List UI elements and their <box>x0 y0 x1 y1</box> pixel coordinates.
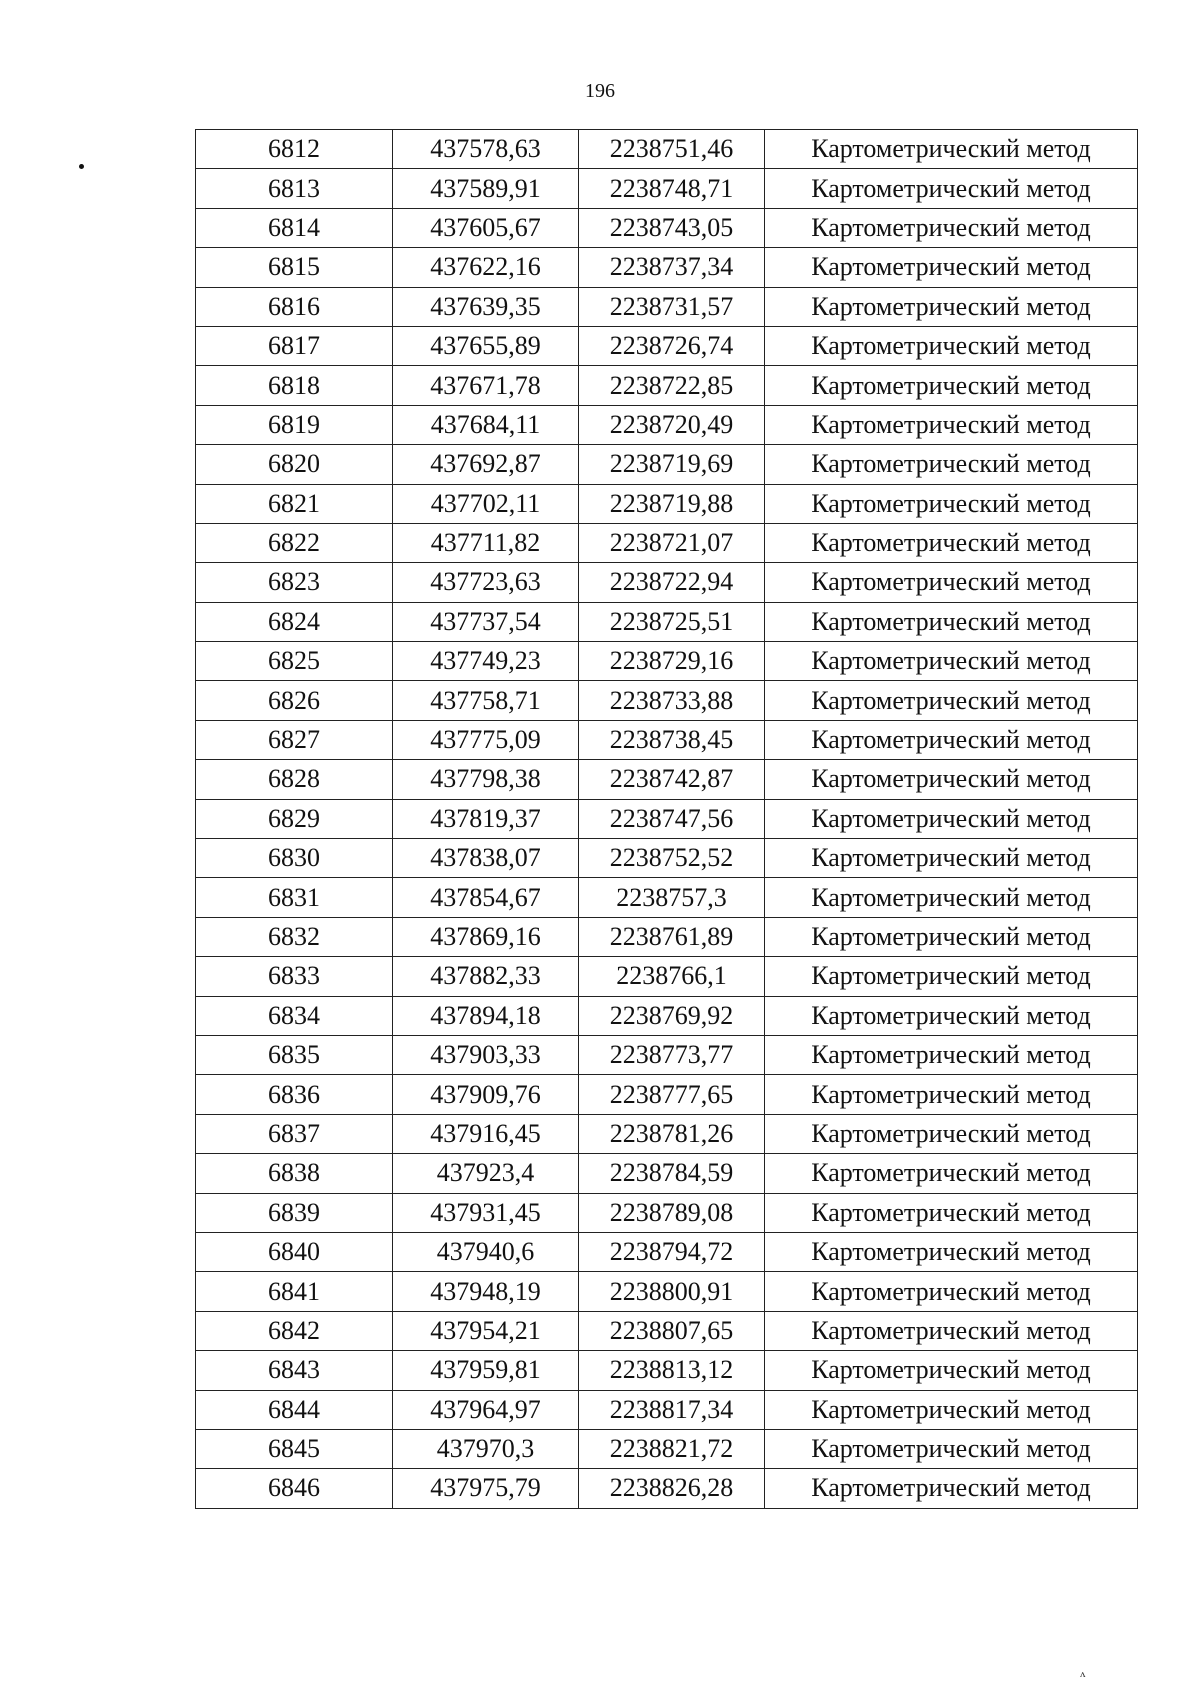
table-row <box>196 1272 1138 1311</box>
x-coordinate-cell: 437959,81 <box>393 1351 579 1390</box>
y-coordinate-cell: 2238821,72 <box>579 1429 765 1468</box>
point-number-cell: 6815 <box>196 248 393 287</box>
point-number-cell: 6832 <box>196 917 393 956</box>
point-number-cell: 6816 <box>196 287 393 326</box>
point-number-cell: 6827 <box>196 720 393 759</box>
y-coordinate-cell: 2238748,71 <box>579 169 765 208</box>
method-cell: Картометрический метод <box>765 760 1138 799</box>
table-row <box>196 1035 1138 1074</box>
table-row <box>196 681 1138 720</box>
table-row <box>196 326 1138 365</box>
point-number-cell: 6833 <box>196 957 393 996</box>
x-coordinate-cell: 437775,09 <box>393 720 579 759</box>
y-coordinate-cell: 2238807,65 <box>579 1311 765 1350</box>
table-row <box>196 602 1138 641</box>
table-row <box>196 1469 1138 1508</box>
y-coordinate-cell: 2238757,3 <box>579 878 765 917</box>
method-cell: Картометрический метод <box>765 1429 1138 1468</box>
table-row <box>196 208 1138 247</box>
y-coordinate-cell: 2238719,88 <box>579 484 765 523</box>
method-cell: Картометрический метод <box>765 563 1138 602</box>
table-row <box>196 720 1138 759</box>
method-cell: Картометрический метод <box>765 1351 1138 1390</box>
point-number-cell: 6837 <box>196 1114 393 1153</box>
y-coordinate-cell: 2238742,87 <box>579 760 765 799</box>
table-row <box>196 878 1138 917</box>
table-row <box>196 523 1138 562</box>
table-row <box>196 366 1138 405</box>
method-cell: Картометрический метод <box>765 799 1138 838</box>
table-row <box>196 563 1138 602</box>
table-row <box>196 760 1138 799</box>
y-coordinate-cell: 2238773,77 <box>579 1035 765 1074</box>
x-coordinate-cell: 437622,16 <box>393 248 579 287</box>
x-coordinate-cell: 437578,63 <box>393 130 579 169</box>
point-number-cell: 6813 <box>196 169 393 208</box>
x-coordinate-cell: 437940,6 <box>393 1232 579 1271</box>
table-row <box>196 642 1138 681</box>
method-cell: Картометрический метод <box>765 878 1138 917</box>
point-number-cell: 6840 <box>196 1232 393 1271</box>
method-cell: Картометрический метод <box>765 720 1138 759</box>
x-coordinate-cell: 437975,79 <box>393 1469 579 1508</box>
x-coordinate-cell: 437909,76 <box>393 1075 579 1114</box>
table-row <box>196 799 1138 838</box>
y-coordinate-cell: 2238722,85 <box>579 366 765 405</box>
x-coordinate-cell: 437916,45 <box>393 1114 579 1153</box>
y-coordinate-cell: 2238794,72 <box>579 1232 765 1271</box>
table-row <box>196 484 1138 523</box>
y-coordinate-cell: 2238761,89 <box>579 917 765 956</box>
table-row <box>196 248 1138 287</box>
point-number-cell: 6845 <box>196 1429 393 1468</box>
method-cell: Картометрический метод <box>765 484 1138 523</box>
point-number-cell: 6820 <box>196 445 393 484</box>
method-cell: Картометрический метод <box>765 642 1138 681</box>
method-cell: Картометрический метод <box>765 1390 1138 1429</box>
x-coordinate-cell: 437964,97 <box>393 1390 579 1429</box>
x-coordinate-cell: 437702,11 <box>393 484 579 523</box>
method-cell: Картометрический метод <box>765 1035 1138 1074</box>
method-cell: Картометрический метод <box>765 169 1138 208</box>
point-number-cell: 6822 <box>196 523 393 562</box>
y-coordinate-cell: 2238751,46 <box>579 130 765 169</box>
method-cell: Картометрический метод <box>765 1311 1138 1350</box>
x-coordinate-cell: 437882,33 <box>393 957 579 996</box>
x-coordinate-cell: 437869,16 <box>393 917 579 956</box>
y-coordinate-cell: 2238769,92 <box>579 996 765 1035</box>
x-coordinate-cell: 437948,19 <box>393 1272 579 1311</box>
x-coordinate-cell: 437758,71 <box>393 681 579 720</box>
point-number-cell: 6824 <box>196 602 393 641</box>
point-number-cell: 6843 <box>196 1351 393 1390</box>
point-number-cell: 6835 <box>196 1035 393 1074</box>
coordinates-table <box>195 129 1138 1509</box>
method-cell: Картометрический метод <box>765 366 1138 405</box>
point-number-cell: 6839 <box>196 1193 393 1232</box>
y-coordinate-cell: 2238766,1 <box>579 957 765 996</box>
method-cell: Картометрический метод <box>765 917 1138 956</box>
point-number-cell: 6812 <box>196 130 393 169</box>
y-coordinate-cell: 2238726,74 <box>579 326 765 365</box>
x-coordinate-cell: 437819,37 <box>393 799 579 838</box>
x-coordinate-cell: 437894,18 <box>393 996 579 1035</box>
point-number-cell: 6846 <box>196 1469 393 1508</box>
table-row <box>196 917 1138 956</box>
table-row <box>196 1311 1138 1350</box>
table-row <box>196 287 1138 326</box>
point-number-cell: 6826 <box>196 681 393 720</box>
table-row <box>196 1114 1138 1153</box>
point-number-cell: 6831 <box>196 878 393 917</box>
x-coordinate-cell: 437903,33 <box>393 1035 579 1074</box>
point-number-cell: 6841 <box>196 1272 393 1311</box>
x-coordinate-cell: 437684,11 <box>393 405 579 444</box>
table-row <box>196 1429 1138 1468</box>
page-number: 196 <box>585 80 615 102</box>
method-cell: Картометрический метод <box>765 130 1138 169</box>
y-coordinate-cell: 2238781,26 <box>579 1114 765 1153</box>
point-number-cell: 6836 <box>196 1075 393 1114</box>
y-coordinate-cell: 2238729,16 <box>579 642 765 681</box>
y-coordinate-cell: 2238721,07 <box>579 523 765 562</box>
x-coordinate-cell: 437737,54 <box>393 602 579 641</box>
point-number-cell: 6817 <box>196 326 393 365</box>
y-coordinate-cell: 2238826,28 <box>579 1469 765 1508</box>
point-number-cell: 6818 <box>196 366 393 405</box>
point-number-cell: 6844 <box>196 1390 393 1429</box>
y-coordinate-cell: 2238752,52 <box>579 839 765 878</box>
y-coordinate-cell: 2238733,88 <box>579 681 765 720</box>
y-coordinate-cell: 2238738,45 <box>579 720 765 759</box>
x-coordinate-cell: 437923,4 <box>393 1154 579 1193</box>
method-cell: Картометрический метод <box>765 208 1138 247</box>
y-coordinate-cell: 2238813,12 <box>579 1351 765 1390</box>
table-row <box>196 839 1138 878</box>
table-row <box>196 1351 1138 1390</box>
point-number-cell: 6821 <box>196 484 393 523</box>
x-coordinate-cell: 437711,82 <box>393 523 579 562</box>
point-number-cell: 6823 <box>196 563 393 602</box>
x-coordinate-cell: 437931,45 <box>393 1193 579 1232</box>
method-cell: Картометрический метод <box>765 1154 1138 1193</box>
method-cell: Картометрический метод <box>765 839 1138 878</box>
y-coordinate-cell: 2238722,94 <box>579 563 765 602</box>
x-coordinate-cell: 437970,3 <box>393 1429 579 1468</box>
point-number-cell: 6828 <box>196 760 393 799</box>
x-coordinate-cell: 437749,23 <box>393 642 579 681</box>
method-cell: Картометрический метод <box>765 248 1138 287</box>
y-coordinate-cell: 2238777,65 <box>579 1075 765 1114</box>
y-coordinate-cell: 2238817,34 <box>579 1390 765 1429</box>
y-coordinate-cell: 2238789,08 <box>579 1193 765 1232</box>
coordinates-table-body <box>196 130 1138 1509</box>
y-coordinate-cell: 2238747,56 <box>579 799 765 838</box>
corner-mark: ʌ <box>1080 1668 1086 1680</box>
point-number-cell: 6830 <box>196 839 393 878</box>
y-coordinate-cell: 2238737,34 <box>579 248 765 287</box>
table-row <box>196 169 1138 208</box>
x-coordinate-cell: 437854,67 <box>393 878 579 917</box>
y-coordinate-cell: 2238719,69 <box>579 445 765 484</box>
x-coordinate-cell: 437605,67 <box>393 208 579 247</box>
method-cell: Картометрический метод <box>765 1469 1138 1508</box>
y-coordinate-cell: 2238725,51 <box>579 602 765 641</box>
table-row <box>196 1193 1138 1232</box>
method-cell: Картометрический метод <box>765 996 1138 1035</box>
x-coordinate-cell: 437692,87 <box>393 445 579 484</box>
point-number-cell: 6829 <box>196 799 393 838</box>
point-number-cell: 6838 <box>196 1154 393 1193</box>
method-cell: Картометрический метод <box>765 326 1138 365</box>
x-coordinate-cell: 437723,63 <box>393 563 579 602</box>
table-row <box>196 957 1138 996</box>
x-coordinate-cell: 437798,38 <box>393 760 579 799</box>
method-cell: Картометрический метод <box>765 405 1138 444</box>
x-coordinate-cell: 437671,78 <box>393 366 579 405</box>
table-row <box>196 1232 1138 1271</box>
method-cell: Картометрический метод <box>765 1272 1138 1311</box>
y-coordinate-cell: 2238784,59 <box>579 1154 765 1193</box>
table-row <box>196 405 1138 444</box>
x-coordinate-cell: 437639,35 <box>393 287 579 326</box>
x-coordinate-cell: 437954,21 <box>393 1311 579 1350</box>
method-cell: Картометрический метод <box>765 681 1138 720</box>
table-row <box>196 996 1138 1035</box>
point-number-cell: 6834 <box>196 996 393 1035</box>
table-row <box>196 130 1138 169</box>
method-cell: Картометрический метод <box>765 287 1138 326</box>
y-coordinate-cell: 2238731,57 <box>579 287 765 326</box>
method-cell: Картометрический метод <box>765 523 1138 562</box>
method-cell: Картометрический метод <box>765 1075 1138 1114</box>
method-cell: Картометрический метод <box>765 957 1138 996</box>
table-row <box>196 445 1138 484</box>
table-row <box>196 1154 1138 1193</box>
method-cell: Картометрический метод <box>765 1114 1138 1153</box>
method-cell: Картометрический метод <box>765 602 1138 641</box>
stray-dot-mark <box>79 164 84 169</box>
x-coordinate-cell: 437589,91 <box>393 169 579 208</box>
y-coordinate-cell: 2238800,91 <box>579 1272 765 1311</box>
method-cell: Картометрический метод <box>765 1232 1138 1271</box>
table-row <box>196 1075 1138 1114</box>
y-coordinate-cell: 2238743,05 <box>579 208 765 247</box>
x-coordinate-cell: 437838,07 <box>393 839 579 878</box>
y-coordinate-cell: 2238720,49 <box>579 405 765 444</box>
point-number-cell: 6842 <box>196 1311 393 1350</box>
x-coordinate-cell: 437655,89 <box>393 326 579 365</box>
method-cell: Картометрический метод <box>765 1193 1138 1232</box>
method-cell: Картометрический метод <box>765 445 1138 484</box>
point-number-cell: 6825 <box>196 642 393 681</box>
point-number-cell: 6819 <box>196 405 393 444</box>
table-row <box>196 1390 1138 1429</box>
point-number-cell: 6814 <box>196 208 393 247</box>
